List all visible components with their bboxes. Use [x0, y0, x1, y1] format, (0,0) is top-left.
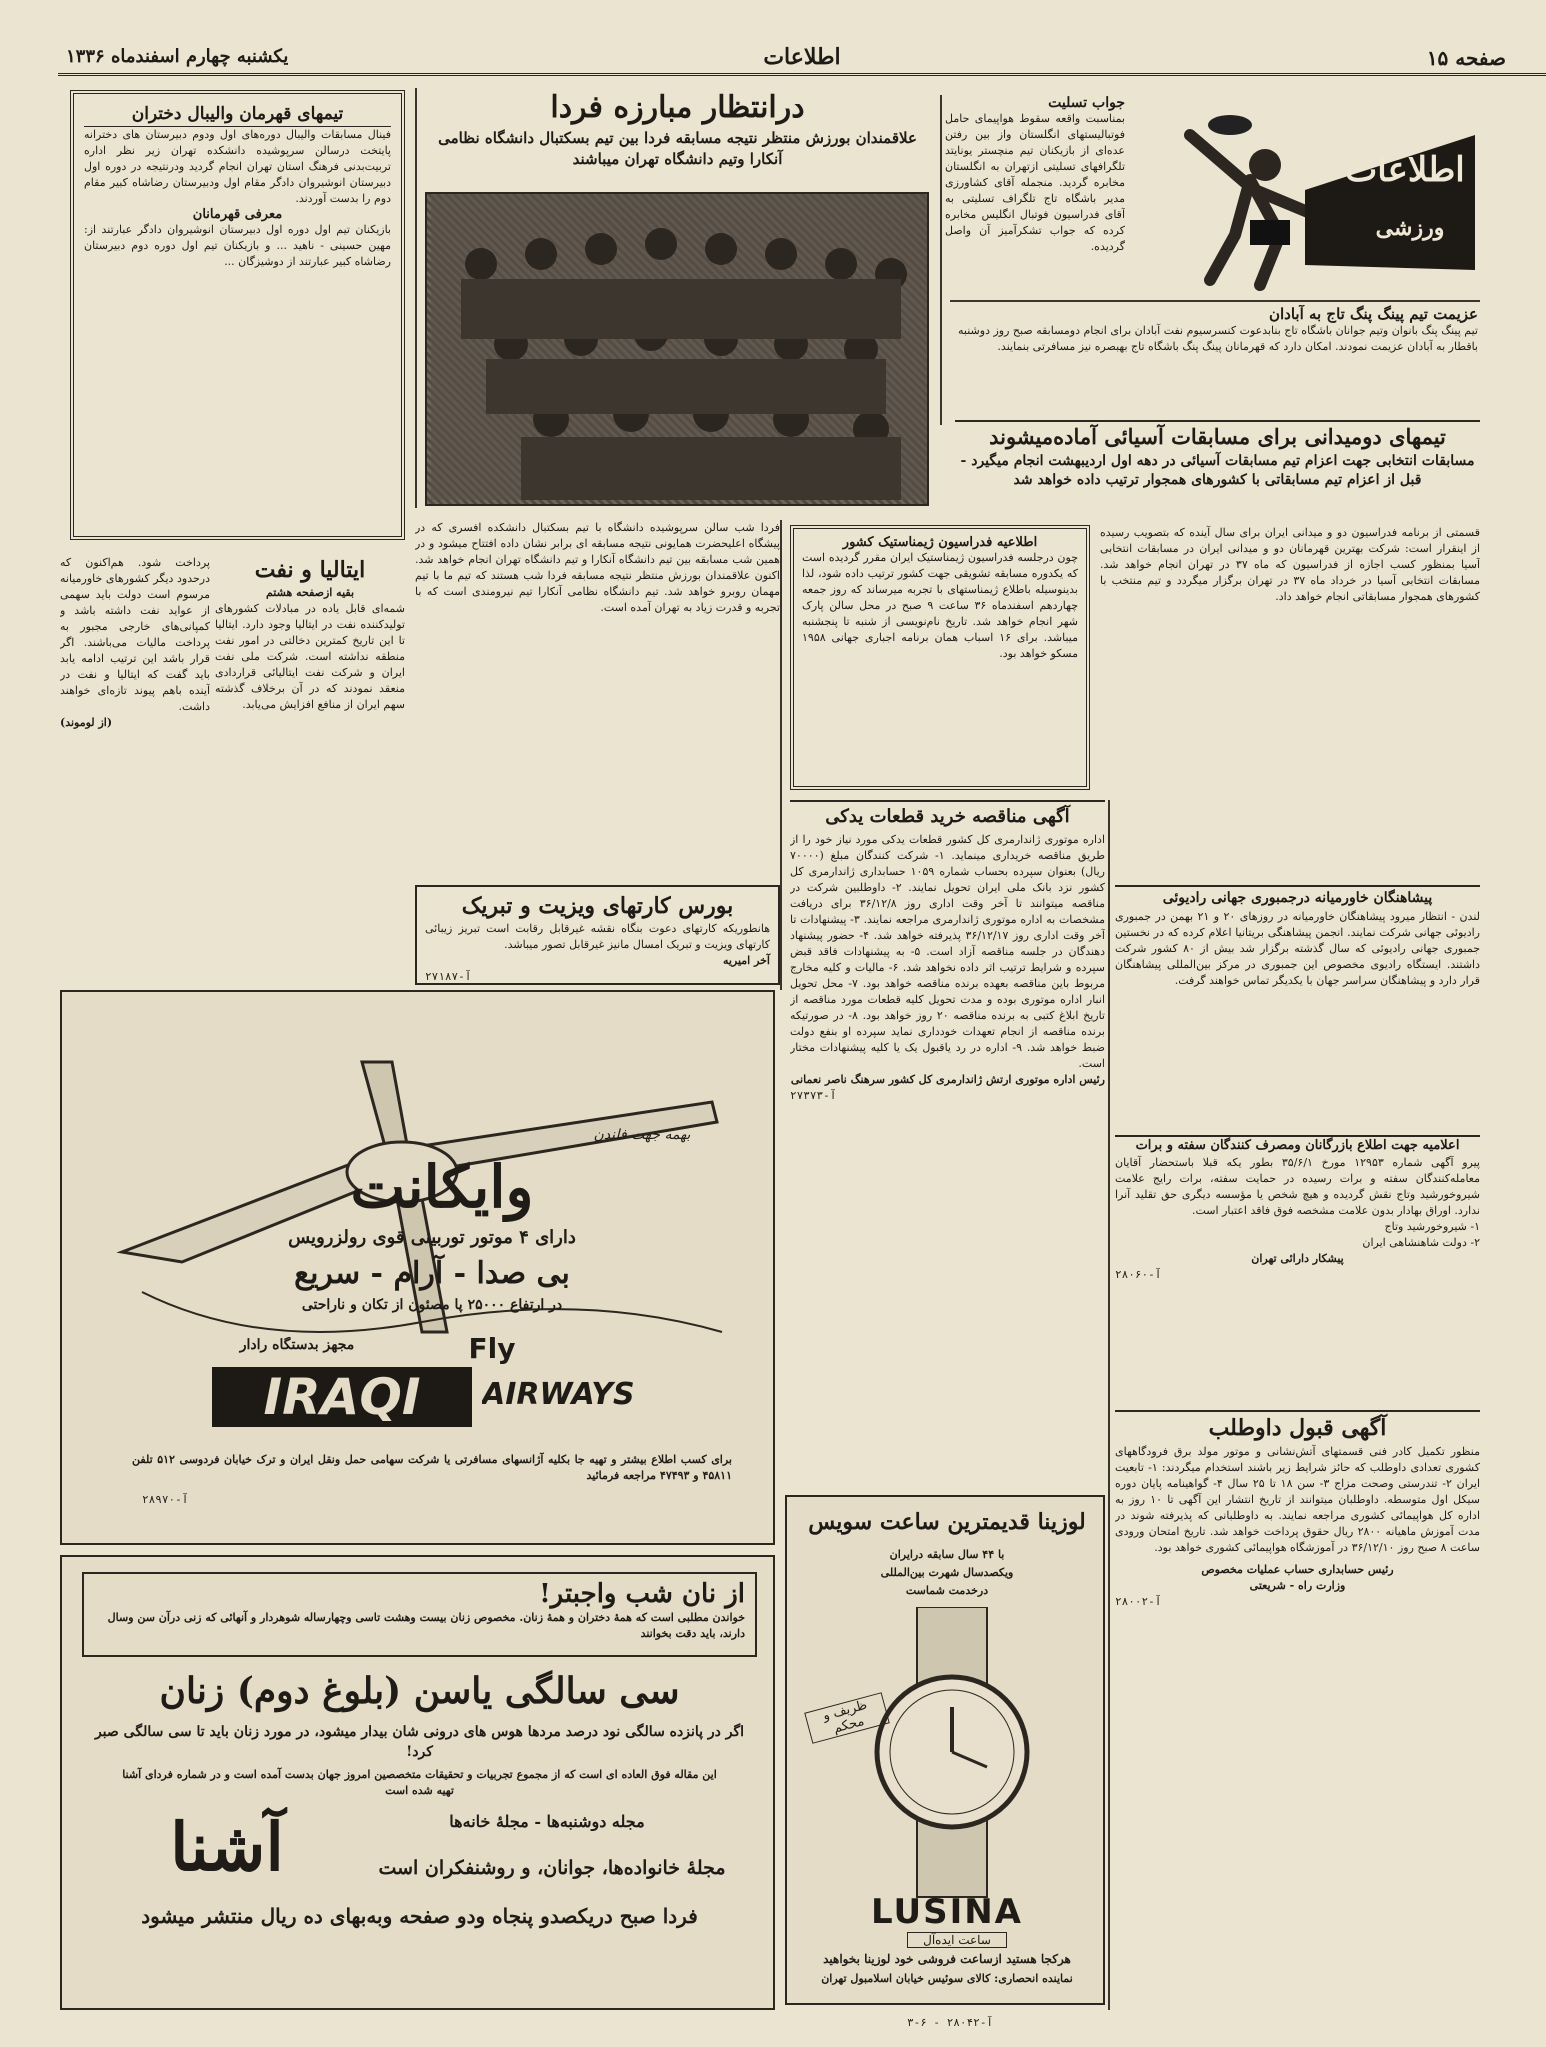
- trademark-item-1: ۱- شیروخورشید وتاج: [1384, 1220, 1480, 1233]
- lusina-tag1: ظریف و محکم: [804, 1692, 890, 1744]
- ashna-pub: فردا صبح دریکصدو پنجاه ودو صفحه وبه‌بهای ده ریال منتشر میشود: [141, 1904, 698, 1928]
- asian-games-subtitle: مسابقات انتخابی جهت اعزام تیم مسابقات آسیائی در دهه اول اردیبهشت انجام میگیرد - قبل از اعزام تیم مسابقاتی با کشورهای همجوار ترتیب داده خواهد شد: [960, 453, 1475, 488]
- tender-ref: آ-۲۷۳۷۳: [790, 1089, 837, 1102]
- volleyball-box: [70, 90, 405, 540]
- main-story: [420, 88, 935, 188]
- trademark-sign: پیشکار دارائی تهران: [1251, 1252, 1344, 1265]
- tender-article: [790, 800, 1105, 1490]
- iraqi-line1: دارای ۴ موتور توربینی قوی رولزرویس: [288, 1227, 576, 1248]
- tender-sign: رئیس اداره موتوری ارتش ژاندارمری کل کشور سرهنگ ناصر نعمانی: [790, 1073, 1105, 1086]
- radio-body: لندن - انتظار میرود پیشاهنگان خاورمیانه در روزهای ۲۰ و ۲۱ بهمن در جمبوری رادیوئی جهانی شرکت نمایند. انجمن پیشاهنگی بریتانیا اعلام کرده که در نخستین جمبوری جهانی رادیوئی که سال گذشته برگزار شد بیش از ۸۰ کشور شرکت داشتند. ایستگاه رادیوی مخصوص این جمبوری در مرکز بین‌المللی پیشاهنگان قرار دارد و پیشاهنگان سراسر جهان با یکدیگر تماس خواهند گرفت.: [1115, 910, 1480, 987]
- italy-side-body: پرداخت شود. هم‌اکنون که درحدود دیگر کشورهای خاورمیانه مرسوم است دولت باید سهمی از عواید نفت داشته باشد و کمپانی‌های خارجی مجبور به پرداخت مالیات می‌باشند. اگر قرار باشد این ترتیب ادامه یابد باید گفت که ایتالیا و نفت در آینده باهم پیوند تازه‌ای خواهند داشت.: [60, 556, 210, 713]
- italy-side: [60, 555, 210, 975]
- trademark-item-2: ۲- دولت شاهنشاهی ایران: [1362, 1236, 1480, 1249]
- lusina-watch-ad: [785, 1495, 1105, 2005]
- radio-article: [1115, 885, 1480, 1130]
- iraqi-footer: برای کسب اطلاع بیشتر و تهیه جا بکلیه آژانسهای مسافرتی یا شرکت سهامی حمل ونقل ایران و ترک خیابان فردوسی ۵۱۲ تلفن ۴۵۸۱۱ و ۴۷۴۹۳ مراجعه فرمائید: [132, 1453, 732, 1482]
- condolence-title: جواب تسلیت: [1048, 95, 1125, 111]
- gymnastics-body: چون درجلسه فدراسیون ژیمناستیک ایران مقرر گردیده است که یکدوره مسابقه تشویقی جهت کشور ترتیب داده شود، لذا بدینوسیله باطلاع ژیمناستهای با تجربه میرساند که روز جمعه چهاردهم اسفندماه ۳۶ ساعت ۹ صبح در محل سالن پارک شهر انجام خواهد شد. تاریخ نام‌نویسی از شنبه تا پنجشنبه میباشد. برای ۱۶ اسباب همان برنامه اجباری جهانی ۱۹۵۸ مسکو خواهد بود.: [802, 551, 1079, 660]
- ashna-sub2: این مقاله فوق العاده ای است که از مجموع تجربیات و تحقیقات متخصصین امروز جهان بدست آمده است و در شماره فردای آشنا تهیه شده است: [122, 1768, 717, 1797]
- ashna-slogan: مجلهٔ خانواده‌ها، جوانان، و روشنفکران است: [378, 1857, 726, 1879]
- discus-thrower-icon: [1130, 95, 1480, 300]
- asian-games-article: [955, 420, 1480, 520]
- admission-sign2: وزارت راه - شریعتی: [1249, 1579, 1346, 1592]
- iraqi-brand: وایکانت: [350, 1153, 534, 1221]
- iraqi-fly: Fly: [468, 1332, 516, 1365]
- italy-body: شمه‌ای قابل یاده در مبادلات کشورهای تولیدکننده نفت در ایتالیا وجود دارد. ایتالیا تا این تاریخ کمترین دخالتی در امور نفت منطقه نداشته است. شرکت ملی نفت ایران و شرکت نفت ایتالیائی قراردادی منعقد نمودند که در آن برخلاف گذشته سهم ایران از منافع افزایش می‌یابد.: [215, 602, 405, 711]
- header-date: یکشنبه چهارم اسفندماه ۱۳۳۶: [66, 46, 289, 67]
- iraqi-airways: AIRWAYS: [482, 1377, 635, 1412]
- iraqi-equip: مجهز بدستگاه رادار: [239, 1337, 355, 1353]
- pingpong-title: عزیمت تیم پینگ پنگ تاج به آبادان: [1268, 305, 1478, 323]
- italy-title: ایتالیا و نفت: [254, 557, 366, 583]
- condolence-article: [945, 95, 1125, 415]
- trademark-ref: آ-۲۸۰۶۰: [1115, 1268, 1162, 1281]
- page-number: صفحه ۱۵: [1426, 46, 1506, 70]
- lusina-slogan: هرکجا هستید ازساعت فروشی خود لوزینا بخواهید: [823, 1952, 1071, 1966]
- tender-body: اداره موتوری ژاندارمری کل کشور قطعات یدکی مورد نیاز خود را از طریق مناقصه خریداری مینماید. ۱- شرکت کنندگان مبلغ (۷۰۰۰۰ ریال) بعنوان سپرده بحساب شماره ۱۰۵۹ حسابداری ژاندارمری کل کشور نزد بانک ملی ایران تحویل نمایند. ۲- داوطلبین شرکت در مناقصه میتوانند تا آخر وقت اداری روز ۳۶/۱۲/۸ برای دریافت مشخصات به اداره موتوری ژاندارمری مراجعه نمایند. ۳- پیشنهادات تا آخر وقت اداری روز ۳۶/۱۲/۱۷ پذیرفته خواهد شد. ۴- حضور پیشنهاد دهندگان در جلسه مناقصه آزاد است. ۵- به پیشنهادات فاقد قبض سپرده و شرایط ترتیب اثر داده نخواهد شد. ۶- مالیات و کلیه مخارج مربوط باین مناقصه بعهده برنده مناقصه خواهد بود. ۷- محل تحویل انبار اداره موتوری بوده و مدت تحویل کلیه قطعات مورد مناقصه از تاریخ ابلاغ کتبی به برنده مناقصه ۲۰ روز خواهد بود. ۸- در صورتیکه برنده مناقصه از انجام تعهدات خودداری نماید سپرده او بنفع دولت ضبط خواهد شد. ۹- اداره در رد یاقبول یک یا کلیه پیشنهادات مختار است.: [790, 833, 1105, 1070]
- lusina-tag2: ساعت ایده‌آل: [907, 1932, 1007, 1948]
- ashna-body: خواندن مطلبی است که همهٔ دختران و همهٔ زنان. مخصوص زنان بیست وهشت تاسی وچهارساله شوهردار و آنهائی که زنی درآن سن وسال دارند، باید دقت بخوانند: [107, 1611, 745, 1640]
- admission-title: آگهی قبول داوطلب: [1208, 1415, 1387, 1441]
- logo-text-sub: ورزشی: [1375, 215, 1445, 241]
- trademark-body: پیرو آگهی شماره ۱۲۹۵۳ مورخ ۳۵/۶/۱ بطور یکه قبلا باستحضار آقایان معامله‌کنندگان سفته و برات رسیده در حمایت سفته، برات رایج علامت شیروخورشید وتاج نقش گردیده و هیچ شخص یا مؤسسه دیگری حق تقلید آنرا ندارد. اوراق بهادار بدون علامت مشخصه فوق فاقد اعتبار است.: [1115, 1156, 1480, 1217]
- cards-ref: آ-۲۷۱۸۷: [425, 970, 472, 983]
- gymnastics-box: [790, 525, 1090, 790]
- lusina-line3: درخدمت شماست: [905, 1584, 989, 1597]
- ashna-headline: از نان شب واجبتر!: [539, 1579, 745, 1609]
- admission-ref: آ-۲۸۰۰۲: [1115, 1595, 1162, 1608]
- cards-ad: [415, 885, 780, 985]
- iraqi-ref: آ-۲۸۹۷۰: [142, 1493, 189, 1506]
- volleyball-body2: بازیکنان تیم اول دوره اول دبیرستان انوشیروان دادگر عبارتند از: مهین حسینی - ناهید ... و بازیکنان تیم اول دوره دوم دبیرستان رضاشاه کبیر عبارتند از دوشیزگان ...: [84, 223, 391, 268]
- team-photo: [425, 192, 929, 506]
- lusina-line2: ویکصدسال شهرت بین‌المللی: [880, 1566, 1014, 1579]
- italy-subtitle: بقیه ازصفحه هشتم: [265, 586, 355, 599]
- lusina-headline: لوزینا قدیمترین ساعت سویس: [808, 1509, 1086, 1535]
- sports-logo: [1130, 95, 1480, 300]
- pingpong-body: تیم پینگ پنگ بانوان وتیم جوانان باشگاه تاج بنابدعوت کنسرسیوم نفت آبادان برای انجام دومسابقه صبح روز دوشنبه باقطار به آبادان عزیمت نمودند. امکان دارد که قهرمانان پینگ پنگ باشگاه تاج بهبصره نیز مسافرتی بنمایند.: [958, 324, 1478, 353]
- team-photo-figures: [431, 194, 927, 500]
- main-story-subtitle: علاقمندان بورزش منتظر نتیجه مسابقه فردا بین تیم بسکتبال دانشگاه نظامی آنکارا وتیم دانشگاه تهران میباشند: [438, 129, 917, 168]
- cards-title: بورس کارتهای ویزیت و تبریک: [461, 893, 734, 919]
- admission-sign1: رئیس حسابداری حساب عملیات مخصوص: [1201, 1563, 1394, 1576]
- volleyball-body: فینال مسابقات والیبال دوره‌های اول ودوم دبیرستان های دخترانه پایتخت درسالن سرپوشیده دانشکده تهران زیر نظر اداره تربیت‌بدنی فرهنگ استان تهران انجام گردید ودرنتیجه در دوره اول دبیرستان انوشیروان دادگر مقام اول ودبیرستان رضاشاه کبیر مقام دوم را بدست آوردند.: [84, 128, 391, 205]
- main-story-title: درانتظار مبارزه فردا: [550, 90, 805, 125]
- cards-body: هانطوریکه کارتهای دعوت بنگاه نقشه غیرقابل رقابت است تبریز زیبائی کارتهای ویزیت و تبریک امسال مانیز غیرقابل تصور میباشد.: [425, 922, 770, 951]
- ashna-sub: اگر در پانزده سالگی نود درصد مردها هوس های درونی شان بیدار میشود، در مورد زنان باید تا سی سالگی صبر کرد!: [94, 1724, 745, 1760]
- masthead: اطلاعات: [763, 44, 841, 70]
- volleyball-title: تیمهای قهرمان والیبال دختران: [84, 102, 391, 127]
- admission-body: منظور تکمیل کادر فنی قسمتهای آتش‌نشانی و موتور مولد برق فرودگاههای کشوری تعدادی داوطلب که حائز شرایط زیر باشند استخدام میگردند: ۱- تابعیت ایران ۲- تندرستی وصحت مزاج ۳- سن ۱۸ تا ۲۵ سال ۴- گواهینامه پایان دوره سیکل اول متوسطه. داوطلبان میتوانند از تاریخ انتشار این آگهی تا ۱۰ روز به اداره کل هواپیمائی کشوری مراجعه نمایند. به داوطلبانی که پذیرفته شوند در مدت آموزش ماهیانه ۲۸۰۰ ریال حقوق پرداخت خواهد شد. تاریخ امتحان ورودی ساعت ۸ صبح روز ۳۶/۱۲/۱۰ در آموزشگاه هواپیمائی کشوری خواهد بود.: [1115, 1445, 1480, 1554]
- gymnastics-title: اطلاعیه فدراسیون ژیمناستیک کشور: [842, 535, 1038, 550]
- italy-credit: (از لوموند): [60, 716, 113, 729]
- tender-title: آگهی مناقصه خرید قطعات یدکی: [825, 806, 1070, 827]
- basketball-article: فردا شب سالن سرپوشیده دانشگاه با تیم بسکتبال دانشکده افسری که در پیشگاه اعلیحضرت همایونی نتیجه مسابقه ای برابر نشان داده افتتاح میشود و در همین شب مسابقه بین تیم دانشگاه آنکارا و تیم دانشگاه تهران انجام خواهد شد. اکنون علاقمندان بورزش منتظر نتیجه مسابقه فردا شب هستند که تیم ما با تیم مهمان روبرو خواهد شد. تیم دانشگاه نظامی آنکارا تیم نیرومندی است که با تجربه و قدرت زیاد به تهران آمده است.: [415, 521, 780, 614]
- header: [58, 40, 1546, 76]
- asian-games-body: قسمتی از برنامه فدراسیون دو و میدانی ایران برای سال آینده که بتصویب رسیده از اینقرار است: شرکت بهترین قهرمانان دو و میدانی ایران در مسابقات انتخابی آسیا بمنظور کسب اجازه از فدراسیون که ماه ۳۷ در تهران انجام خواهد شد. مسابقات انتخابی آسیا در خرداد ماه ۳۷ در تهران برگزار میگردد و تیم منتخب با کشورهای همجوار مسابقاتی انجام خواهد داد.: [1100, 526, 1480, 603]
- ashna-big: سی سالگی یاسن (بلوغ دوم) زنان: [159, 1670, 680, 1712]
- ashna-ref: آ-۲۸۰۴۲ - ۶-۳: [906, 2016, 994, 2029]
- wristwatch-icon: [787, 1607, 1105, 1907]
- lusina-agent: نماینده انحصاری: کالای سوئیس خیابان اسلامبول تهران: [821, 1972, 1073, 1985]
- iraqi-tag: بهمه جهت فلندن: [593, 1127, 691, 1143]
- ashna-magazine-ad: [60, 1555, 775, 2010]
- lusina-line1: با ۴۴ سال سابقه درایران: [889, 1548, 1005, 1561]
- radio-title: پیشاهنگان خاورمیانه درجمبوری جهانی رادیوئی: [1162, 890, 1433, 906]
- ashna-brand: آشنا: [170, 1808, 284, 1886]
- iraqi-line3: در ارتفاع ۲۵۰۰۰ پا مصئون از تکان و ناراحتی: [301, 1297, 563, 1313]
- italy-oil-article: [215, 555, 405, 975]
- ashna-mag: مجله دوشنبه‌ها - مجلهٔ خانه‌ها: [449, 1812, 645, 1831]
- iraqi-logo: IRAQI: [212, 1367, 472, 1427]
- trademark-title: اعلامیه جهت اطلاع بازرگانان ومصرف کنندگان سفته و برات: [1135, 1138, 1460, 1153]
- volleyball-sub: معرفی قهرمانان: [192, 207, 283, 222]
- cards-addr: آخر امیریه: [722, 954, 770, 967]
- trademark-notice: [1115, 1135, 1480, 1405]
- asian-games-title: تیمهای دومیدانی برای مسابقات آسیائی آماده‌میشوند: [989, 424, 1446, 449]
- ashna-headline-box: [82, 1572, 757, 1657]
- lusina-brand: LUSINA: [871, 1892, 1023, 1932]
- logo-text-main: اطلاعات: [1345, 150, 1465, 190]
- iraqi-line2: بی صدا - آرام - سریع: [294, 1256, 570, 1291]
- admission-notice: [1115, 1410, 1480, 2010]
- iraqi-airways-ad: [60, 990, 775, 1545]
- condolence-body: بمناسبت واقعه سقوط هواپیمای حامل فوتبالیستهای انگلستان واز بین رفتن عده‌ای از بازیکنان تیم منچستر یونایتد تلگرافهای تسلیتی ازتهران به انگلستان مخابره گردید. منجمله آقای کشاورزی مدیر باشگاه تاج تلگراف تسلیتی به آقای فدراسیون فوتبال انگلیس مخابره کرده که جواب تشکرآمیز آن واصل گردیده.: [945, 112, 1125, 253]
